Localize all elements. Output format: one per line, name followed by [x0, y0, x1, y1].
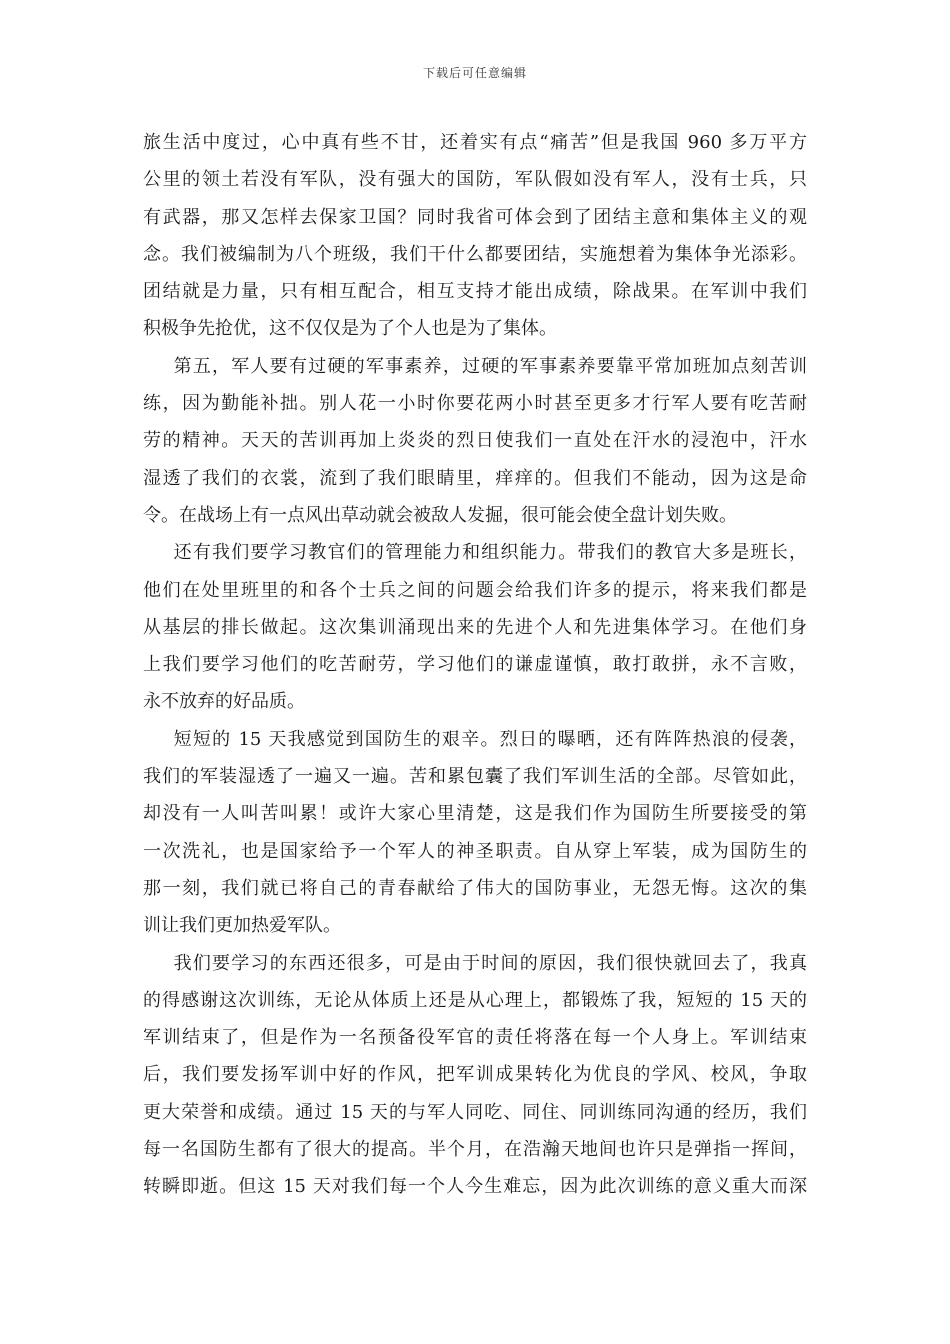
text-line: 念。我们被编制为八个班级，我们干什么都要团结，实施想着为集体争光添彩。 [143, 243, 807, 265]
text-line: 每一名国防生都有了很大的提高。半个月，在浩瀚天地间也许只是弹指一挥间， [143, 1139, 807, 1161]
text-line: 的得感谢这次训练，无论从体质上还是从心理上，都锻炼了我，短短的 15 天的 [143, 989, 807, 1011]
text-line: 旅生活中度过，心中真有些不甘，还着实有点“痛苦”但是我国 960 多万平方 [143, 132, 807, 153]
page-header: 下载后可任意编辑 [422, 66, 527, 80]
text-line: 第五，军人要有过硬的军事素养，过硬的军事素养要靠平常加班加点刻苦训 [173, 355, 807, 377]
text-line: 湿透了我们的衣裳，流到了我们眼睛里，痒痒的。但我们不能动，因为这是命 [143, 467, 807, 489]
text-line: 军训结束了，但是作为一名预备役军官的责任将落在每一个人身上。军训结束 [143, 1027, 807, 1049]
text-line: 一次洗礼，也是国家给予一个军人的神圣职责。自从穿上军装，成为国防生的 [143, 840, 807, 862]
paragraph-3 [143, 534, 807, 720]
text-line: 我们要学习的东西还很多，可是由于时间的原因，我们很快就回去了，我真 [173, 952, 807, 974]
paragraph-4 [143, 721, 807, 945]
text-line: 却没有一人叫苦叫累！或许大家心里清楚，这是我们作为国防生所要接受的第 [143, 803, 807, 825]
paragraph-2 [143, 348, 807, 534]
paragraph-1 [143, 124, 807, 348]
text-line: 还有我们要学习教官们的管理能力和组织能力。带我们的教官大多是班长， [173, 542, 807, 564]
text-line: 我们的军装湿透了一遍又一遍。苦和累包囊了我们军训生活的全部。尽管如此， [143, 766, 807, 788]
text-line: 积极争先抢优，这不仅仅是为了个人也是为了集体。 [143, 318, 557, 340]
text-line: 永不放弃的好品质。 [143, 691, 305, 713]
text-line: 转瞬即逝。但这 15 天对我们每一个人今生难忘，因为此次训练的意义重大而深 [143, 1176, 807, 1198]
text-line: 更大荣誉和成绩。通过 15 天的与军人同吃、同住、同训练同沟通的经历，我们 [143, 1101, 807, 1123]
text-line: 从基层的排长做起。这次集训涌现出来的先进个人和先进集体学习。在他们身 [143, 616, 807, 638]
text-line: 练，因为勤能补拙。别人花一小时你要花两小时甚至更多才行军人要有吃苦耐 [143, 393, 807, 415]
text-line: 训让我们更加热爱军队。 [143, 915, 341, 937]
text-line: 劳的精神。天天的苦训再加上炎炎的烈日使我们一直处在汗水的浸泡中，汗水 [143, 430, 807, 452]
text-line: 后，我们要发扬军训中好的作风，把军训成果转化为优良的学风、校风，争取 [143, 1064, 807, 1086]
text-line: 他们在处里班里的和各个士兵之间的问题会给我们许多的提示，将来我们都是 [143, 579, 807, 601]
text-line: 令。在战场上有一点风出草动就会被敌人发掘，很可能会使全盘计划失败。 [143, 504, 737, 526]
text-line: 短短的 15 天我感觉到国防生的艰辛。烈日的曝晒，还有阵阵热浪的侵袭， [173, 728, 807, 750]
text-line: 团结就是力量，只有相互配合，相互支持才能出成绩，除战果。在军训中我们 [143, 281, 807, 303]
text-line: 有武器，那又怎样去保家卫国？同时我省可体会到了团结主意和集体主义的观 [143, 206, 807, 228]
text-line: 上我们要学习他们的吃苦耐劳，学习他们的谦虚谨慎，敢打敢拼，永不言败， [143, 654, 807, 676]
paragraph-5 [143, 945, 807, 1206]
document-body [143, 124, 807, 1206]
text-line: 那一刻，我们就已将自己的青春献给了伟大的国防事业，无怨无悔。这次的集 [143, 877, 807, 899]
text-line: 公里的领土若没有军队，没有强大的国防，军队假如没有军人，没有士兵，只 [143, 169, 807, 191]
